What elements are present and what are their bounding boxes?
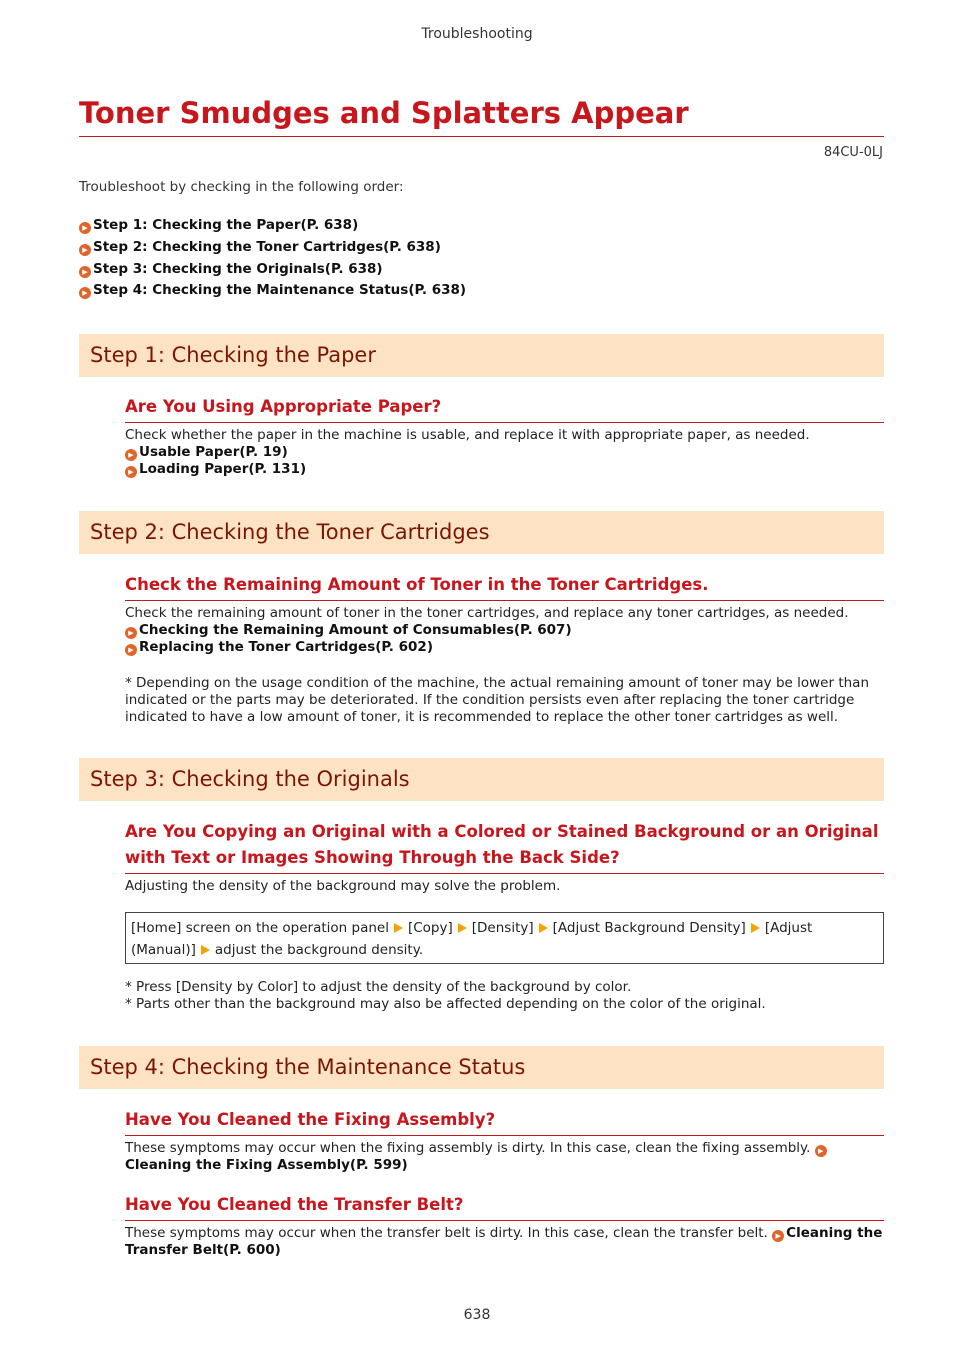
section-heading-step4: Step 4: Checking the Maintenance Status — [79, 1046, 884, 1089]
page-title: Toner Smudges and Splatters Appear — [79, 94, 884, 137]
subheading-transfer-belt: Have You Cleaned the Transfer Belt? — [125, 1192, 884, 1221]
step1-text: Check whether the paper in the machine is usable, and replace it with appropriate paper, as needed. — [125, 427, 810, 443]
subheading-appropriate-paper: Are You Using Appropriate Paper? — [125, 394, 884, 423]
procedure-step-final: adjust the background density. — [214, 942, 424, 958]
link-loading-paper[interactable]: ▶ Loading Paper(P. 131) — [125, 461, 884, 478]
triangle-right-icon — [394, 923, 403, 933]
step2-note: * Depending on the usage condition of the machine, the actual remaining amount of toner may be lower than indicated or the parts may be deteriorated. If the condition persists even after replacing the toner cartridge indicated to have a low amount of toner, it is recommended to replace the other toner cartridges as well. — [125, 675, 869, 725]
link-cleaning-fixing-assembly[interactable]: ▶Cleaning the Fixing Assembly(P. 599) — [125, 1140, 829, 1173]
toc-link-step1[interactable]: ▶ Step 1: Checking the Paper(P. 638) — [79, 215, 466, 237]
subheading-colored-background: Are You Copying an Original with a Colored or Stained Background or an Original with Text or Images Showing Through the Back Side? — [125, 819, 884, 874]
section-heading-step3: Step 3: Checking the Originals — [79, 758, 884, 801]
step3-note-1: * Press [Density by Color] to adjust the density of the background by color. — [125, 979, 632, 995]
step3-text: Adjusting the density of the background may solve the problem. — [125, 878, 561, 894]
step3-notes — [125, 979, 884, 1013]
circle-arrow-icon: ▶ — [79, 287, 91, 299]
step4-fixing-text: These symptoms may occur when the fixing assembly is dirty. In this case, clean the fixing assembly. — [125, 1140, 811, 1156]
toc-link-step2[interactable]: ▶ Step 2: Checking the Toner Cartridges(P. 638) — [79, 237, 466, 259]
step1-body — [125, 427, 884, 478]
circle-arrow-icon: ▶ — [125, 644, 137, 656]
triangle-right-icon — [751, 923, 760, 933]
circle-arrow-icon: ▶ — [125, 466, 137, 478]
step2-text: Check the remaining amount of toner in the toner cartridges, and replace any toner cartridges, as needed. — [125, 605, 849, 621]
running-header: Troubleshooting — [421, 26, 533, 42]
triangle-right-icon — [539, 923, 548, 933]
step4-fixing-body — [125, 1140, 884, 1174]
circle-arrow-icon: ▶ — [125, 449, 137, 461]
circle-arrow-icon: ▶ — [79, 244, 91, 256]
circle-arrow-icon: ▶ — [79, 266, 91, 278]
procedure-step-home: [Home] screen on the operation panel — [131, 920, 389, 936]
procedure-step-adjust-bg: [Adjust Background Density] — [552, 920, 746, 936]
step4-belt-text: These symptoms may occur when the transfer belt is dirty. In this case, clean the transfer belt. — [125, 1225, 768, 1241]
doc-id: 84CU-0LJ — [823, 145, 883, 160]
step4-belt-body — [125, 1225, 884, 1259]
procedure-step-adjust-manual: [Adjust (Manual)] — [131, 920, 813, 958]
intro-text: Troubleshoot by checking in the following order: — [79, 179, 404, 195]
circle-arrow-icon: ▶ — [79, 222, 91, 234]
toc-link-step4[interactable]: ▶ Step 4: Checking the Maintenance Status(P. 638) — [79, 280, 466, 302]
link-replacing-toner[interactable]: ▶ Replacing the Toner Cartridges(P. 602) — [125, 639, 884, 656]
link-usable-paper[interactable]: ▶ Usable Paper(P. 19) — [125, 444, 884, 461]
subheading-remaining-toner: Check the Remaining Amount of Toner in the Toner Cartridges. — [125, 572, 884, 601]
section-heading-step1: Step 1: Checking the Paper — [79, 334, 884, 377]
link-remaining-consumables[interactable]: ▶ Checking the Remaining Amount of Consumables(P. 607) — [125, 622, 884, 639]
triangle-right-icon — [458, 923, 467, 933]
step3-note-2: * Parts other than the background may also be affected depending on the color of the original. — [125, 996, 766, 1012]
procedure-box — [125, 912, 884, 964]
circle-arrow-icon: ▶ — [772, 1230, 784, 1242]
page-number: 638 — [463, 1307, 491, 1323]
circle-arrow-icon: ▶ — [125, 627, 137, 639]
procedure-step-copy: [Copy] — [407, 920, 453, 936]
subheading-fixing-assembly: Have You Cleaned the Fixing Assembly? — [125, 1107, 884, 1136]
link-cleaning-transfer-belt[interactable]: ▶ Cleaning the Transfer Belt(P. 600) — [125, 1225, 883, 1258]
toc-link-step3[interactable]: ▶ Step 3: Checking the Originals(P. 638) — [79, 259, 466, 281]
procedure-step-density: [Density] — [471, 920, 534, 936]
toc-list — [79, 215, 466, 302]
triangle-right-icon — [201, 945, 210, 955]
section-heading-step2: Step 2: Checking the Toner Cartridges — [79, 511, 884, 554]
step2-body — [125, 605, 884, 656]
circle-arrow-icon: ▶ — [815, 1145, 827, 1157]
